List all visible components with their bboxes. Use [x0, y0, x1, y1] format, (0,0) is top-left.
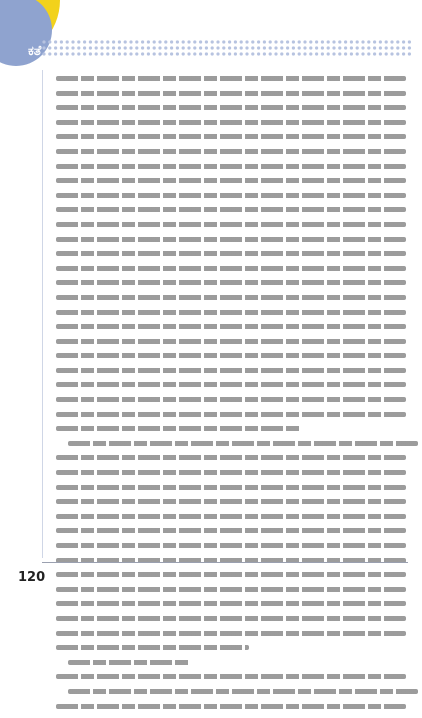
band-dot [66, 46, 69, 49]
band-dot [379, 46, 382, 49]
band-dot [390, 46, 393, 49]
text-line [56, 382, 406, 387]
band-dot [129, 40, 132, 43]
band-dot [263, 40, 266, 43]
band-dot [187, 52, 190, 55]
band-dot [274, 46, 277, 49]
band-dot [199, 40, 202, 43]
text-line [56, 207, 406, 212]
band-dot [321, 46, 324, 49]
band-dot [228, 40, 231, 43]
band-dot [251, 40, 254, 43]
band-dot [274, 52, 277, 55]
band-dot [83, 46, 86, 49]
band-dot [95, 46, 98, 49]
band-dot [60, 46, 63, 49]
band-dot [222, 52, 225, 55]
band-dot [77, 40, 80, 43]
band-dot [71, 52, 74, 55]
blue-corner-circle [0, 0, 52, 66]
band-dot [170, 46, 173, 49]
story-text [56, 76, 406, 718]
section-title: ಕತೆ [28, 44, 42, 59]
band-dot [182, 40, 185, 43]
band-dot [350, 40, 353, 43]
band-dot [303, 52, 306, 55]
band-dot [396, 40, 399, 43]
band-dot [135, 46, 138, 49]
text-line [56, 91, 406, 96]
band-dot [89, 46, 92, 49]
band-dot [147, 46, 150, 49]
band-dot [298, 46, 301, 49]
band-dot [71, 40, 74, 43]
band-dot [385, 46, 388, 49]
band-dot [95, 40, 98, 43]
band-dot [77, 46, 80, 49]
band-dot [245, 40, 248, 43]
band-dot [216, 40, 219, 43]
text-line [56, 193, 406, 198]
band-dot [344, 52, 347, 55]
band-dot [100, 46, 103, 49]
band-dot [205, 52, 208, 55]
band-dot [222, 46, 225, 49]
band-dot [379, 52, 382, 55]
band-dot [402, 46, 405, 49]
band-dot [228, 52, 231, 55]
band-dot [54, 52, 57, 55]
text-line [56, 222, 406, 227]
band-dot [147, 52, 150, 55]
band-dot [321, 52, 324, 55]
band-dot [367, 52, 370, 55]
band-dot [211, 46, 214, 49]
band-dot [54, 46, 57, 49]
band-dot [269, 46, 272, 49]
band-dot [315, 52, 318, 55]
text-line [56, 149, 406, 154]
band-dot [89, 40, 92, 43]
band-dot [385, 40, 388, 43]
band-dot [176, 52, 179, 55]
band-dot [327, 40, 330, 43]
band-dot [315, 40, 318, 43]
band-dot [158, 46, 161, 49]
band-dot [124, 52, 127, 55]
band-dot [350, 52, 353, 55]
band-dot [303, 46, 306, 49]
band-dot [182, 52, 185, 55]
text-line [56, 76, 406, 81]
text-line [56, 178, 406, 183]
band-dot [332, 46, 335, 49]
band-dot [83, 40, 86, 43]
band-dot [182, 46, 185, 49]
text-line [56, 528, 406, 533]
band-dot [402, 40, 405, 43]
band-dot [158, 40, 161, 43]
band-dot [408, 40, 411, 43]
band-dot [356, 46, 359, 49]
band-dot [141, 40, 144, 43]
band-dot [356, 52, 359, 55]
band-dot [199, 46, 202, 49]
band-dot [240, 40, 243, 43]
text-line [56, 164, 406, 169]
band-dot [95, 52, 98, 55]
band-dot [292, 52, 295, 55]
band-dot [245, 52, 248, 55]
text-line [56, 353, 406, 358]
band-dot [211, 52, 214, 55]
band-dot [42, 46, 45, 49]
paragraph-4 [56, 689, 406, 709]
band-dot [71, 46, 74, 49]
band-dot [344, 46, 347, 49]
band-dot [286, 40, 289, 43]
band-dot [286, 52, 289, 55]
band-dot [170, 52, 173, 55]
band-dot [234, 52, 237, 55]
text-line [56, 704, 406, 709]
text-line [56, 499, 406, 504]
band-dot [240, 46, 243, 49]
band-dot [228, 46, 231, 49]
text-line [56, 572, 406, 577]
text-line [56, 134, 406, 139]
footer-rule [42, 562, 408, 563]
text-line [56, 587, 406, 592]
band-dot [257, 52, 260, 55]
band-dot [89, 52, 92, 55]
band-dot [60, 40, 63, 43]
band-dot [338, 40, 341, 43]
band-dot [373, 40, 376, 43]
text-line [68, 689, 418, 694]
band-dot [292, 40, 295, 43]
text-line [56, 631, 406, 636]
band-dot [158, 52, 161, 55]
band-dot [373, 52, 376, 55]
band-dot [240, 52, 243, 55]
band-dot [124, 40, 127, 43]
band-dot [124, 46, 127, 49]
band-dot [164, 52, 167, 55]
band-dot [257, 46, 260, 49]
band-dot [83, 52, 86, 55]
band-dot [385, 52, 388, 55]
text-line [56, 616, 406, 621]
band-dot [373, 46, 376, 49]
band-dot [187, 40, 190, 43]
text-line [56, 455, 406, 460]
page-number: 120 [18, 570, 46, 585]
text-line [56, 543, 406, 548]
text-line [68, 660, 191, 665]
text-line [56, 266, 406, 271]
band-dot [338, 52, 341, 55]
band-dot [315, 46, 318, 49]
band-dot [344, 40, 347, 43]
band-dot [193, 46, 196, 49]
band-dot [367, 40, 370, 43]
text-line [56, 368, 406, 373]
band-dot [118, 40, 121, 43]
band-dot [100, 40, 103, 43]
band-dot [298, 40, 301, 43]
band-dot [309, 52, 312, 55]
text-line [56, 324, 406, 329]
band-dot [408, 52, 411, 55]
band-dot [153, 46, 156, 49]
band-dot [100, 52, 103, 55]
band-dot [54, 40, 57, 43]
band-dot [303, 40, 306, 43]
left-margin-rule [42, 70, 43, 558]
paragraph-3 [56, 660, 406, 680]
band-dot [321, 40, 324, 43]
band-dot [309, 40, 312, 43]
band-dot [251, 46, 254, 49]
text-line [56, 120, 406, 125]
band-dot [153, 40, 156, 43]
band-dot [402, 52, 405, 55]
band-dot [251, 52, 254, 55]
band-dot [286, 46, 289, 49]
band-dot [361, 46, 364, 49]
text-line [56, 310, 406, 315]
band-dot [332, 52, 335, 55]
band-dot [112, 46, 115, 49]
text-line [56, 470, 406, 475]
band-dot [205, 46, 208, 49]
band-dot [112, 40, 115, 43]
band-dot [361, 40, 364, 43]
band-dot [66, 40, 69, 43]
band-dot [234, 46, 237, 49]
band-dot [199, 52, 202, 55]
band-dot [118, 46, 121, 49]
text-line [56, 412, 406, 417]
band-dot [48, 40, 51, 43]
band-dot [269, 40, 272, 43]
band-dot [390, 40, 393, 43]
band-dot [129, 46, 132, 49]
text-line [68, 441, 418, 446]
band-dot [292, 46, 295, 49]
band-dot [42, 40, 45, 43]
band-dot [332, 40, 335, 43]
text-line [56, 674, 406, 679]
band-dot [263, 52, 266, 55]
band-dot [356, 40, 359, 43]
text-line [56, 295, 406, 300]
band-dot [135, 40, 138, 43]
band-dot [164, 40, 167, 43]
dotted-band [42, 40, 411, 55]
band-dot [164, 46, 167, 49]
band-dot [216, 52, 219, 55]
band-dot [141, 46, 144, 49]
text-line [56, 601, 406, 606]
band-dot [298, 52, 301, 55]
paragraph-2 [56, 441, 406, 650]
band-dot [327, 52, 330, 55]
text-line [56, 426, 301, 431]
band-dot [280, 46, 283, 49]
band-dot [193, 52, 196, 55]
band-dot [170, 40, 173, 43]
band-dot [361, 52, 364, 55]
band-dot [176, 40, 179, 43]
band-dot [338, 46, 341, 49]
band-dot [129, 52, 132, 55]
band-dot [193, 40, 196, 43]
text-line [56, 485, 406, 490]
band-dot [141, 52, 144, 55]
band-dot [280, 52, 283, 55]
text-line [56, 514, 406, 519]
band-dot [408, 46, 411, 49]
paragraph-1 [56, 76, 406, 431]
band-dot [66, 52, 69, 55]
band-dot [147, 40, 150, 43]
band-dot [309, 46, 312, 49]
band-dot [396, 46, 399, 49]
band-dot [367, 46, 370, 49]
text-line [56, 251, 406, 256]
text-line [56, 339, 406, 344]
band-dot [48, 52, 51, 55]
header-decoration [0, 0, 422, 70]
band-dot [60, 52, 63, 55]
band-dot [205, 40, 208, 43]
band-dot [153, 52, 156, 55]
band-dot [280, 40, 283, 43]
band-dot [106, 52, 109, 55]
band-dot [48, 46, 51, 49]
band-dot [327, 46, 330, 49]
band-dot [112, 52, 115, 55]
band-dot [234, 40, 237, 43]
text-line [56, 645, 249, 650]
band-dot [106, 46, 109, 49]
band-dot [77, 52, 80, 55]
band-dot [350, 46, 353, 49]
band-dot [379, 40, 382, 43]
band-dot [222, 40, 225, 43]
band-dot [390, 52, 393, 55]
band-dot [216, 46, 219, 49]
band-dot [176, 46, 179, 49]
band-dot [187, 46, 190, 49]
band-dot [106, 40, 109, 43]
text-line [56, 105, 406, 110]
band-dot [274, 40, 277, 43]
band-dot [245, 46, 248, 49]
band-dot [257, 40, 260, 43]
band-dot [263, 46, 266, 49]
band-dot [118, 52, 121, 55]
band-dot [42, 52, 45, 55]
band-dot [269, 52, 272, 55]
text-line [56, 280, 406, 285]
text-line [56, 397, 406, 402]
band-dot [211, 40, 214, 43]
text-line [56, 237, 406, 242]
band-dot [396, 52, 399, 55]
band-dot [135, 52, 138, 55]
